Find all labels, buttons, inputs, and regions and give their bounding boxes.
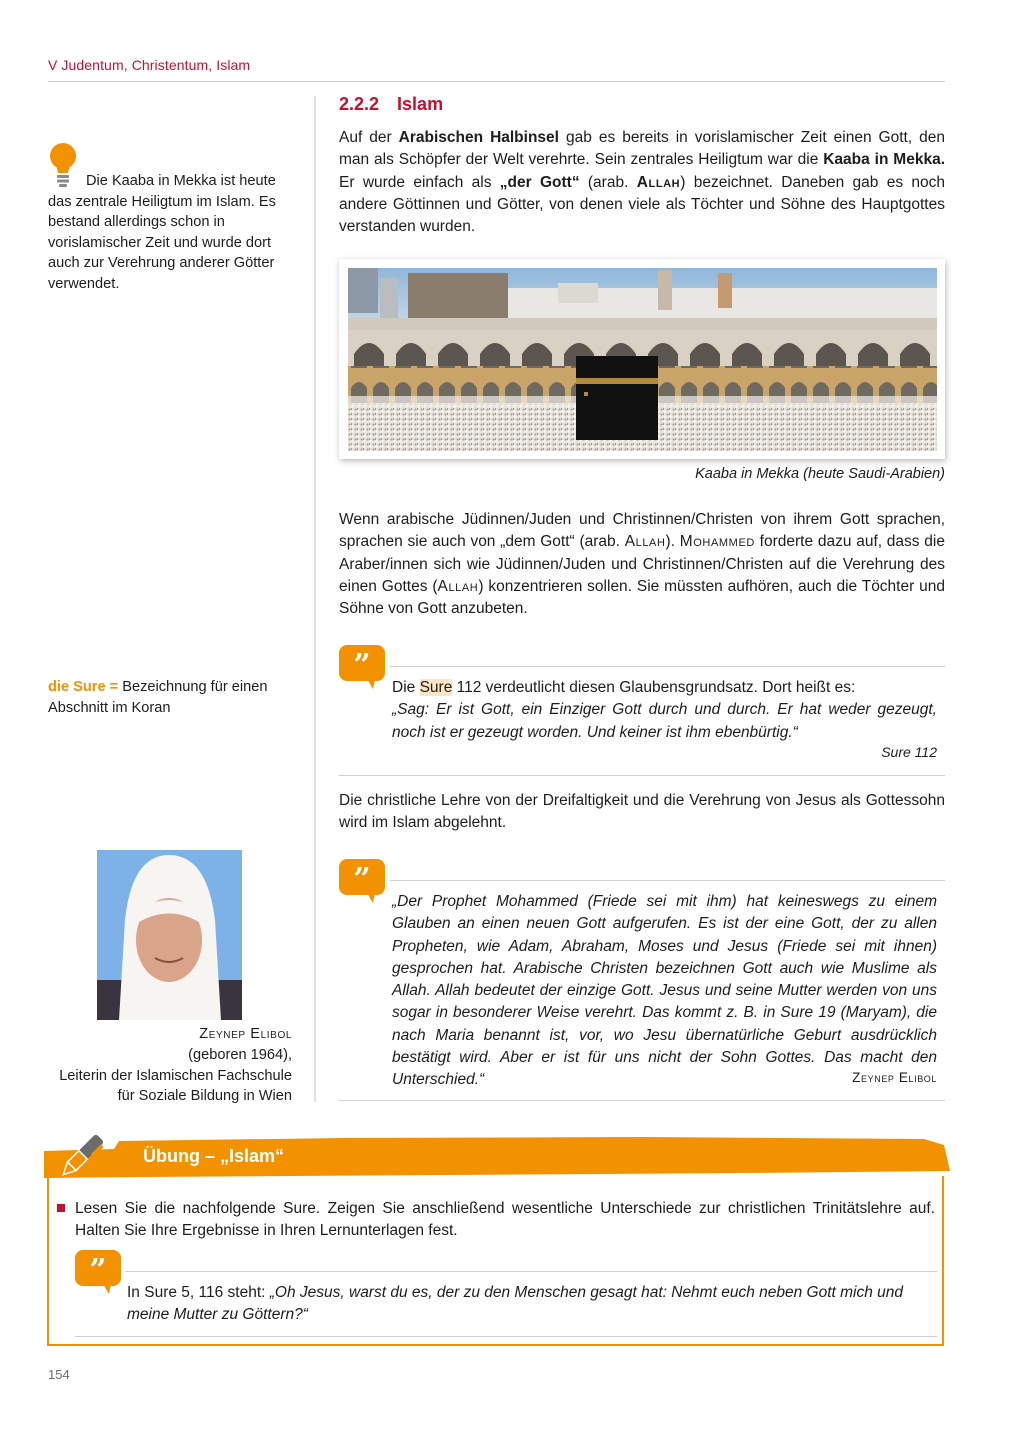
section-title-text: Islam xyxy=(397,94,444,114)
bullet-square-icon xyxy=(57,1204,65,1212)
svg-text:”: ” xyxy=(353,648,371,683)
quote-source: Zeynep Elibol xyxy=(852,1070,937,1085)
header-divider xyxy=(48,81,945,82)
kaaba xyxy=(576,356,658,440)
quote-bubble-icon xyxy=(339,645,387,691)
exercise-title: Übung – „Islam“ xyxy=(143,1146,285,1166)
exercise-task: Lesen Sie die nachfolgende Sure. Zeigen Sie anschließend wesentliche Unterschiede zur christlichen Trinitätslehre auf. Halten Sie Ihre Ergebnisse in Ihren Lernunterlagen fest. xyxy=(75,1200,935,1240)
portrait-role: Leiterin der Islamischen Fachschule für Soziale Bildung in Wien xyxy=(59,1067,292,1105)
page-number: 154 xyxy=(48,1367,70,1382)
tip-text: Die Kaaba in Mekka ist heute das zentrale Heiligtum im Islam. Es bestand allerdings schon in vorislamischer Zeit und wurde dort auch zur Verehrung anderer Götter verwendet. xyxy=(48,173,276,292)
glossary-sure xyxy=(48,677,298,718)
quote-sure-112-text: „Sag: Er ist Gott, ein Einziger Gott durch und durch. Er hat weder gezeugt, noch ist er gezeugt worden. Und keiner ist ihm ebenbürtig.“ xyxy=(392,701,937,741)
highlight-sure: Sure xyxy=(419,679,453,696)
glossary-definition: Bezeichnung für einen Abschnitt im Koran xyxy=(48,679,268,716)
running-head: V Judentum, Christentum, Islam xyxy=(48,57,251,73)
paragraph-trinity: Die christliche Lehre von der Dreifaltigkeit und die Verehrung von Jesus als Gottessohn wird im Islam abgelehnt. xyxy=(339,792,945,832)
photo-caption: Kaaba in Mekka (heute Saudi-Arabien) xyxy=(695,466,945,482)
kaaba-photo xyxy=(339,259,945,459)
svg-text:”: ” xyxy=(353,862,371,897)
quote-bottom-rule xyxy=(75,1336,937,1337)
intro-paragraph: Auf der Arabischen Halbinsel gab es bereits in vorislamischer Zeit einen Gott, den man als Schöpfer der Welt verehrte. Sein zentrales Heiligtum war die Kaaba in Mekka. Er wurde einfach als „der Gott“ (arab. Allah) bezeichnet. Daneben gab es noch andere Göttinnen und Götter, von denen viele als Töchter und Söhne des Hauptgottes verstanden wurden. xyxy=(339,129,946,236)
section-number: 2.2.2 xyxy=(339,94,380,114)
quote-top-rule xyxy=(390,666,945,667)
kaaba-photo-image xyxy=(348,268,937,451)
quote-bottom-rule xyxy=(339,1100,945,1101)
exercise-quote: In Sure 5, 116 steht: „Oh Jesus, warst du es, der zu den Menschen gesagt hat: Nehmt euch neben Gott mich und meine Mutter zu Göttern?“ xyxy=(127,1284,904,1324)
glossary-term: die Sure = xyxy=(48,679,119,695)
pen-icon xyxy=(56,1132,106,1182)
portrait-born: (geboren 1964), xyxy=(188,1046,292,1063)
svg-text:”: ” xyxy=(89,1253,107,1288)
paragraph-mohammed: Wenn arabische Jüdinnen/Juden und Christinnen/Christen von ihrem Gott sprachen, sprachen sie auch von „dem Gott“ (arab. Allah). Mohammed forderte dazu auf, dass die Araber/innen sich wie Jüdinnen/Juden und Christinnen/Christen auf die Verehrung des einen Gottes (Allah) konzentrieren sollen. Sie müssten aufhören, auch die Töchter und Söhne von Gott anzubeten. xyxy=(339,511,946,618)
quote-sure-112: Die Sure 112 verdeutlicht diesen Glaubensgrundsatz. Dort heißt es: „Sag: Er ist Gott, ein Einziger Gott durch und durch. Er hat weder gezeugt, noch ist er gezeugt worden. Und keiner ist ihm ebenbürtig.“ xyxy=(392,677,937,744)
quote-elibol: „Der Prophet Mohammed (Friede sei mit ihm) hat keineswegs zu einem Glauben an einen neuen Gott aufgerufen. Es ist der eine Gott, der zu allen Propheten, wie Adam, Abraham, Moses und Jesus (Friede sei mit ihnen) gesprochen hat. Arabische Christen bezeichnen Gott auch wie Muslime als Allah. Allah bedeutet der einzige Gott. Jesus und seine Mutter werden von uns sogar in besonderer Weise verehrt. Das kommt z. B. in Sure 19 (Maryam), die nach Maria benannt ist, vor, wo Jesu übernatürliche Geburt ausdrücklich bestätigt wird. Aber er ist für uns nicht der Sohn Gottes. Das macht den Unterschied.“ xyxy=(392,893,937,1089)
quote-top-rule xyxy=(125,1271,937,1272)
quote-bubble-icon xyxy=(75,1250,123,1296)
section-title xyxy=(339,94,443,115)
quote-top-rule xyxy=(390,880,945,881)
quote-source: Sure 112 xyxy=(881,744,937,760)
portrait-name: Zeynep Elibol xyxy=(199,1026,292,1042)
column-divider xyxy=(314,96,316,1102)
quote-bubble-icon xyxy=(339,859,387,905)
quote-bottom-rule xyxy=(339,775,945,776)
portrait-caption xyxy=(48,1024,292,1107)
portrait-image xyxy=(97,850,242,1020)
portrait-photo xyxy=(97,850,242,1020)
